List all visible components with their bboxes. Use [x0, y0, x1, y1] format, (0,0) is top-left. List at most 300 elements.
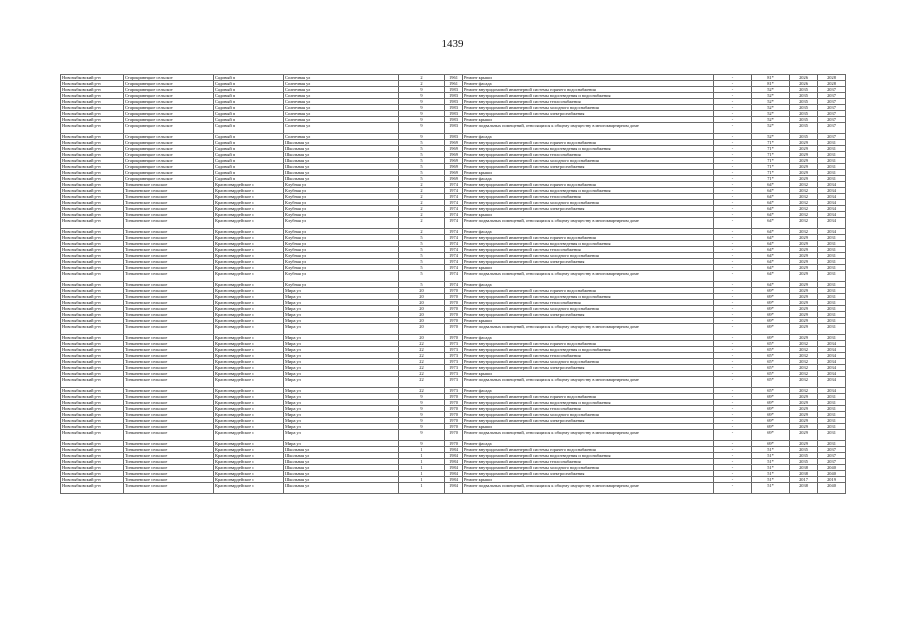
table-row	[61, 483, 846, 494]
wear-cell: 65*	[752, 347, 790, 353]
end-year-cell: 2031	[818, 247, 846, 253]
extra-cell: -	[714, 306, 752, 312]
build-year-cell: 1969	[445, 140, 463, 146]
build-year-cell: 1969	[445, 164, 463, 170]
settlement-cell: Старокривецкое сельское	[124, 170, 214, 176]
extra-cell: -	[714, 400, 752, 406]
district-cell: Новозыбковский р-н	[61, 146, 124, 152]
work-type-cell: Ремонт крыши	[463, 477, 714, 483]
start-year-cell: 2029	[790, 406, 818, 412]
end-year-cell: 2037	[818, 117, 846, 123]
extra-cell: -	[714, 235, 752, 241]
settlement-cell: Тонкачевское сельское	[124, 188, 214, 194]
house-number-cell: 22	[399, 341, 445, 347]
work-type-cell: Ремонт крыши	[463, 265, 714, 271]
district-cell: Новозыбковский р-н	[61, 265, 124, 271]
table-row	[61, 430, 846, 441]
extra-cell: -	[714, 259, 752, 265]
start-year-cell: 2029	[790, 158, 818, 164]
street-cell: Солнечная ул	[284, 75, 399, 81]
work-type-cell: Ремонт внутридомовой инженерной системы горячего водоснабжения	[463, 341, 714, 347]
locality-cell: Садовый п	[214, 81, 284, 87]
settlement-cell: Тонкачевское сельское	[124, 247, 214, 253]
wear-cell: 64*	[752, 259, 790, 265]
end-year-cell: 2037	[818, 123, 846, 134]
street-cell: Клубная ул	[284, 229, 399, 235]
district-cell: Новозыбковский р-н	[61, 200, 124, 206]
locality-cell: Садовый п	[214, 117, 284, 123]
district-cell: Новозыбковский р-н	[61, 259, 124, 265]
extra-cell: -	[714, 170, 752, 176]
start-year-cell: 2032	[790, 200, 818, 206]
end-year-cell: 2031	[818, 294, 846, 300]
locality-cell: Садовый п	[214, 105, 284, 111]
district-cell: Новозыбковский р-н	[61, 75, 124, 81]
wear-cell: 64*	[752, 241, 790, 247]
end-year-cell: 2031	[818, 265, 846, 271]
house-number-cell: 22	[399, 371, 445, 377]
wear-cell: 71*	[752, 158, 790, 164]
locality-cell: Красногвардейское с	[214, 459, 284, 465]
district-cell: Новозыбковский р-н	[61, 471, 124, 477]
build-year-cell: 1974	[445, 235, 463, 241]
end-year-cell: 2019	[818, 477, 846, 483]
table-row	[61, 218, 846, 229]
start-year-cell: 2029	[790, 400, 818, 406]
end-year-cell: 2031	[818, 288, 846, 294]
build-year-cell: 1974	[445, 218, 463, 229]
locality-cell: Красногвардейское с	[214, 471, 284, 477]
district-cell: Новозыбковский р-н	[61, 271, 124, 282]
settlement-cell: Тонкачевское сельское	[124, 459, 214, 465]
settlement-cell: Старокривецкое сельское	[124, 81, 214, 87]
end-year-cell: 2034	[818, 182, 846, 188]
end-year-cell: 2037	[818, 93, 846, 99]
locality-cell: Красногвардейское с	[214, 353, 284, 359]
house-number-cell: 5	[399, 259, 445, 265]
locality-cell: Красногвардейское с	[214, 206, 284, 212]
start-year-cell: 2029	[790, 259, 818, 265]
street-cell: Клубная ул	[284, 271, 399, 282]
district-cell: Новозыбковский р-н	[61, 353, 124, 359]
work-type-cell: Ремонт внутридомовой инженерной системы горячего водоснабжения	[463, 140, 714, 146]
wear-cell: 69*	[752, 441, 790, 447]
street-cell: Школьная ул	[284, 471, 399, 477]
house-number-cell: 5	[399, 140, 445, 146]
build-year-cell: 1970	[445, 294, 463, 300]
district-cell: Новозыбковский р-н	[61, 140, 124, 146]
extra-cell: -	[714, 441, 752, 447]
end-year-cell: 2040	[818, 471, 846, 477]
street-cell: Солнечная ул	[284, 123, 399, 134]
start-year-cell: 2032	[790, 341, 818, 347]
work-type-cell: Ремонт внутридомовой инженерной системы теплоснабжения	[463, 406, 714, 412]
build-year-cell: 1974	[445, 265, 463, 271]
end-year-cell: 2034	[818, 218, 846, 229]
work-type-cell: Ремонт внутридомовой инженерной системы горячего водоснабжения	[463, 394, 714, 400]
work-type-cell: Ремонт внутридомовой инженерной системы водоотведения и водоснабжения	[463, 188, 714, 194]
start-year-cell: 2029	[790, 140, 818, 146]
house-number-cell: 20	[399, 288, 445, 294]
work-type-cell: Ремонт внутридомовой инженерной системы электроснабжения	[463, 418, 714, 424]
street-cell: Мира ул	[284, 412, 399, 418]
build-year-cell: 1983	[445, 111, 463, 117]
extra-cell: -	[714, 406, 752, 412]
extra-cell: -	[714, 152, 752, 158]
wear-cell: 64*	[752, 253, 790, 259]
build-year-cell: 1973	[445, 353, 463, 359]
street-cell: Клубная ул	[284, 259, 399, 265]
start-year-cell: 2029	[790, 300, 818, 306]
street-cell: Школьная ул	[284, 477, 399, 483]
wear-cell: 64*	[752, 218, 790, 229]
settlement-cell: Тонкачевское сельское	[124, 312, 214, 318]
end-year-cell: 2034	[818, 194, 846, 200]
street-cell: Школьная ул	[284, 164, 399, 170]
settlement-cell: Тонкачевское сельское	[124, 347, 214, 353]
start-year-cell: 2029	[790, 430, 818, 441]
settlement-cell: Тонкачевское сельское	[124, 212, 214, 218]
build-year-cell: 1974	[445, 194, 463, 200]
work-type-cell: Ремонт фасада	[463, 176, 714, 182]
locality-cell: Красногвардейское с	[214, 188, 284, 194]
district-cell: Новозыбковский р-н	[61, 400, 124, 406]
wear-cell: 51*	[752, 447, 790, 453]
work-type-cell: Ремонт крыши	[463, 117, 714, 123]
capital-repair-table	[60, 74, 846, 494]
end-year-cell: 2034	[818, 388, 846, 394]
wear-cell: 69*	[752, 424, 790, 430]
wear-cell: 69*	[752, 324, 790, 335]
extra-cell: -	[714, 465, 752, 471]
district-cell: Новозыбковский р-н	[61, 247, 124, 253]
district-cell: Новозыбковский р-н	[61, 87, 124, 93]
settlement-cell: Тонкачевское сельское	[124, 353, 214, 359]
extra-cell: -	[714, 105, 752, 111]
house-number-cell: 2	[399, 200, 445, 206]
house-number-cell: 22	[399, 377, 445, 388]
wear-cell: 64*	[752, 282, 790, 288]
start-year-cell: 2029	[790, 441, 818, 447]
street-cell: Мира ул	[284, 324, 399, 335]
build-year-cell: 1973	[445, 365, 463, 371]
page-number: 1439	[441, 38, 464, 50]
build-year-cell: 1961	[445, 81, 463, 87]
start-year-cell: 2035	[790, 123, 818, 134]
settlement-cell: Тонкачевское сельское	[124, 465, 214, 471]
house-number-cell: 1	[399, 471, 445, 477]
locality-cell: Садовый п	[214, 140, 284, 146]
start-year-cell: 2032	[790, 347, 818, 353]
street-cell: Солнечная ул	[284, 111, 399, 117]
build-year-cell: 1970	[445, 318, 463, 324]
extra-cell: -	[714, 182, 752, 188]
start-year-cell: 2029	[790, 306, 818, 312]
start-year-cell: 2032	[790, 182, 818, 188]
settlement-cell: Тонкачевское сельское	[124, 483, 214, 494]
house-number-cell: 9	[399, 123, 445, 134]
street-cell: Школьная ул	[284, 465, 399, 471]
house-number-cell: 20	[399, 300, 445, 306]
extra-cell: -	[714, 87, 752, 93]
settlement-cell: Тонкачевское сельское	[124, 265, 214, 271]
street-cell: Клубная ул	[284, 241, 399, 247]
district-cell: Новозыбковский р-н	[61, 93, 124, 99]
end-year-cell: 2031	[818, 140, 846, 146]
locality-cell: Красногвардейское с	[214, 318, 284, 324]
settlement-cell: Тонкачевское сельское	[124, 300, 214, 306]
district-cell: Новозыбковский р-н	[61, 453, 124, 459]
settlement-cell: Тонкачевское сельское	[124, 282, 214, 288]
house-number-cell: 20	[399, 306, 445, 312]
house-number-cell: 2	[399, 229, 445, 235]
settlement-cell: Тонкачевское сельское	[124, 206, 214, 212]
settlement-cell: Старокривецкое сельское	[124, 75, 214, 81]
settlement-cell: Тонкачевское сельское	[124, 412, 214, 418]
extra-cell: -	[714, 294, 752, 300]
end-year-cell: 2034	[818, 365, 846, 371]
street-cell: Школьная ул	[284, 483, 399, 494]
house-number-cell: 1	[399, 459, 445, 465]
settlement-cell: Тонкачевское сельское	[124, 365, 214, 371]
wear-cell: 51*	[752, 483, 790, 494]
locality-cell: Садовый п	[214, 99, 284, 105]
district-cell: Новозыбковский р-н	[61, 241, 124, 247]
locality-cell: Садовый п	[214, 75, 284, 81]
extra-cell: -	[714, 194, 752, 200]
extra-cell: -	[714, 123, 752, 134]
district-cell: Новозыбковский р-н	[61, 324, 124, 335]
end-year-cell: 2031	[818, 394, 846, 400]
district-cell: Новозыбковский р-н	[61, 477, 124, 483]
district-cell: Новозыбковский р-н	[61, 335, 124, 341]
street-cell: Мира ул	[284, 371, 399, 377]
extra-cell: -	[714, 347, 752, 353]
work-type-cell: Ремонт фасада	[463, 134, 714, 140]
house-number-cell: 2	[399, 75, 445, 81]
build-year-cell: 1983	[445, 105, 463, 111]
work-type-cell: Ремонт внутридомовой инженерной системы электроснабжения	[463, 111, 714, 117]
end-year-cell: 2034	[818, 212, 846, 218]
street-cell: Клубная ул	[284, 247, 399, 253]
wear-cell: 69*	[752, 312, 790, 318]
extra-cell: -	[714, 341, 752, 347]
house-number-cell: 2	[399, 212, 445, 218]
street-cell: Мира ул	[284, 418, 399, 424]
end-year-cell: 2034	[818, 377, 846, 388]
end-year-cell: 2034	[818, 371, 846, 377]
extra-cell: -	[714, 282, 752, 288]
work-type-cell: Ремонт внутридомовой инженерной системы водоотведения и водоснабжения	[463, 294, 714, 300]
build-year-cell: 1970	[445, 324, 463, 335]
street-cell: Мира ул	[284, 430, 399, 441]
wear-cell: 52*	[752, 87, 790, 93]
district-cell: Новозыбковский р-н	[61, 218, 124, 229]
wear-cell: 69*	[752, 294, 790, 300]
start-year-cell: 2032	[790, 194, 818, 200]
work-type-cell: Ремонт внутридомовой инженерной системы теплоснабжения	[463, 152, 714, 158]
district-cell: Новозыбковский р-н	[61, 235, 124, 241]
street-cell: Клубная ул	[284, 253, 399, 259]
district-cell: Новозыбковский р-н	[61, 394, 124, 400]
house-number-cell: 9	[399, 87, 445, 93]
build-year-cell: 1970	[445, 306, 463, 312]
end-year-cell: 2034	[818, 359, 846, 365]
locality-cell: Красногвардейское с	[214, 324, 284, 335]
locality-cell: Красногвардейское с	[214, 212, 284, 218]
settlement-cell: Тонкачевское сельское	[124, 306, 214, 312]
wear-cell: 64*	[752, 206, 790, 212]
locality-cell: Садовый п	[214, 111, 284, 117]
street-cell: Клубная ул	[284, 188, 399, 194]
end-year-cell: 2034	[818, 341, 846, 347]
house-number-cell: 20	[399, 324, 445, 335]
extra-cell: -	[714, 418, 752, 424]
wear-cell: 64*	[752, 229, 790, 235]
street-cell: Солнечная ул	[284, 117, 399, 123]
end-year-cell: 2037	[818, 453, 846, 459]
wear-cell: 69*	[752, 412, 790, 418]
street-cell: Мира ул	[284, 441, 399, 447]
work-type-cell: Ремонт подвальных помещений, относящихся к общему имуществу в многоквартирном доме	[463, 483, 714, 494]
start-year-cell: 2029	[790, 418, 818, 424]
street-cell: Мира ул	[284, 400, 399, 406]
end-year-cell: 2034	[818, 200, 846, 206]
extra-cell: -	[714, 253, 752, 259]
street-cell: Солнечная ул	[284, 81, 399, 87]
work-type-cell: Ремонт внутридомовой инженерной системы горячего водоснабжения	[463, 235, 714, 241]
end-year-cell: 2031	[818, 441, 846, 447]
settlement-cell: Тонкачевское сельское	[124, 194, 214, 200]
locality-cell: Красногвардейское с	[214, 377, 284, 388]
wear-cell: 52*	[752, 123, 790, 134]
build-year-cell: 1970	[445, 300, 463, 306]
extra-cell: -	[714, 424, 752, 430]
work-type-cell: Ремонт внутридомовой инженерной системы горячего водоснабжения	[463, 288, 714, 294]
district-cell: Новозыбковский р-н	[61, 152, 124, 158]
locality-cell: Садовый п	[214, 158, 284, 164]
settlement-cell: Тонкачевское сельское	[124, 271, 214, 282]
street-cell: Школьная ул	[284, 158, 399, 164]
extra-cell: -	[714, 164, 752, 170]
settlement-cell: Тонкачевское сельское	[124, 406, 214, 412]
end-year-cell: 2040	[818, 483, 846, 494]
street-cell: Мира ул	[284, 312, 399, 318]
end-year-cell: 2031	[818, 306, 846, 312]
settlement-cell: Тонкачевское сельское	[124, 229, 214, 235]
wear-cell: 51*	[752, 477, 790, 483]
start-year-cell: 2032	[790, 206, 818, 212]
district-cell: Новозыбковский р-н	[61, 288, 124, 294]
end-year-cell: 2031	[818, 400, 846, 406]
table-row	[61, 377, 846, 388]
district-cell: Новозыбковский р-н	[61, 123, 124, 134]
locality-cell: Садовый п	[214, 146, 284, 152]
extra-cell: -	[714, 271, 752, 282]
house-number-cell: 20	[399, 312, 445, 318]
start-year-cell: 2032	[790, 229, 818, 235]
start-year-cell: 2029	[790, 294, 818, 300]
district-cell: Новозыбковский р-н	[61, 294, 124, 300]
district-cell: Новозыбковский р-н	[61, 447, 124, 453]
settlement-cell: Тонкачевское сельское	[124, 324, 214, 335]
start-year-cell: 2032	[790, 377, 818, 388]
house-number-cell: 1	[399, 483, 445, 494]
start-year-cell: 2029	[790, 394, 818, 400]
build-year-cell: 1983	[445, 99, 463, 105]
work-type-cell: Ремонт фасада	[463, 335, 714, 341]
work-type-cell: Ремонт подвальных помещений, относящихся к общему имуществу в многоквартирном доме	[463, 324, 714, 335]
end-year-cell: 2037	[818, 111, 846, 117]
work-type-cell: Ремонт внутридомовой инженерной системы холодного водоснабжения	[463, 412, 714, 418]
district-cell: Новозыбковский р-н	[61, 441, 124, 447]
settlement-cell: Тонкачевское сельское	[124, 377, 214, 388]
build-year-cell: 1970	[445, 288, 463, 294]
wear-cell: 64*	[752, 235, 790, 241]
district-cell: Новозыбковский р-н	[61, 81, 124, 87]
end-year-cell: 2031	[818, 271, 846, 282]
end-year-cell: 2031	[818, 324, 846, 335]
build-year-cell: 1970	[445, 312, 463, 318]
settlement-cell: Старокривецкое сельское	[124, 87, 214, 93]
work-type-cell: Ремонт внутридомовой инженерной системы горячего водоснабжения	[463, 182, 714, 188]
extra-cell: -	[714, 188, 752, 194]
locality-cell: Красногвардейское с	[214, 430, 284, 441]
work-type-cell: Ремонт внутридомовой инженерной системы электроснабжения	[463, 259, 714, 265]
street-cell: Школьная ул	[284, 447, 399, 453]
locality-cell: Садовый п	[214, 164, 284, 170]
street-cell: Школьная ул	[284, 459, 399, 465]
build-year-cell: 1983	[445, 134, 463, 140]
wear-cell: 71*	[752, 170, 790, 176]
locality-cell: Красногвардейское с	[214, 371, 284, 377]
settlement-cell: Старокривецкое сельское	[124, 140, 214, 146]
settlement-cell: Тонкачевское сельское	[124, 453, 214, 459]
build-year-cell: 1984	[445, 459, 463, 465]
street-cell: Школьная ул	[284, 140, 399, 146]
build-year-cell: 1970	[445, 412, 463, 418]
work-type-cell: Ремонт внутридомовой инженерной системы холодного водоснабжения	[463, 465, 714, 471]
house-number-cell: 22	[399, 365, 445, 371]
table-row	[61, 271, 846, 282]
end-year-cell: 2031	[818, 424, 846, 430]
start-year-cell: 2029	[790, 412, 818, 418]
work-type-cell: Ремонт внутридомовой инженерной системы холодного водоснабжения	[463, 253, 714, 259]
wear-cell: 64*	[752, 212, 790, 218]
house-number-cell: 1	[399, 477, 445, 483]
house-number-cell: 5	[399, 247, 445, 253]
work-type-cell: Ремонт внутридомовой инженерной системы водоотведения и водоснабжения	[463, 347, 714, 353]
district-cell: Новозыбковский р-н	[61, 99, 124, 105]
settlement-cell: Тонкачевское сельское	[124, 341, 214, 347]
build-year-cell: 1973	[445, 377, 463, 388]
extra-cell: -	[714, 365, 752, 371]
work-type-cell: Ремонт фасада	[463, 282, 714, 288]
start-year-cell: 2029	[790, 288, 818, 294]
work-type-cell: Ремонт внутридомовой инженерной системы холодного водоснабжения	[463, 105, 714, 111]
extra-cell: -	[714, 447, 752, 453]
build-year-cell: 1973	[445, 371, 463, 377]
house-number-cell: 2	[399, 218, 445, 229]
wear-cell: 65*	[752, 365, 790, 371]
street-cell: Мира ул	[284, 377, 399, 388]
house-number-cell: 9	[399, 400, 445, 406]
work-type-cell: Ремонт фасада	[463, 229, 714, 235]
street-cell: Мира ул	[284, 294, 399, 300]
settlement-cell: Тонкачевское сельское	[124, 447, 214, 453]
district-cell: Новозыбковский р-н	[61, 306, 124, 312]
wear-cell: 69*	[752, 394, 790, 400]
